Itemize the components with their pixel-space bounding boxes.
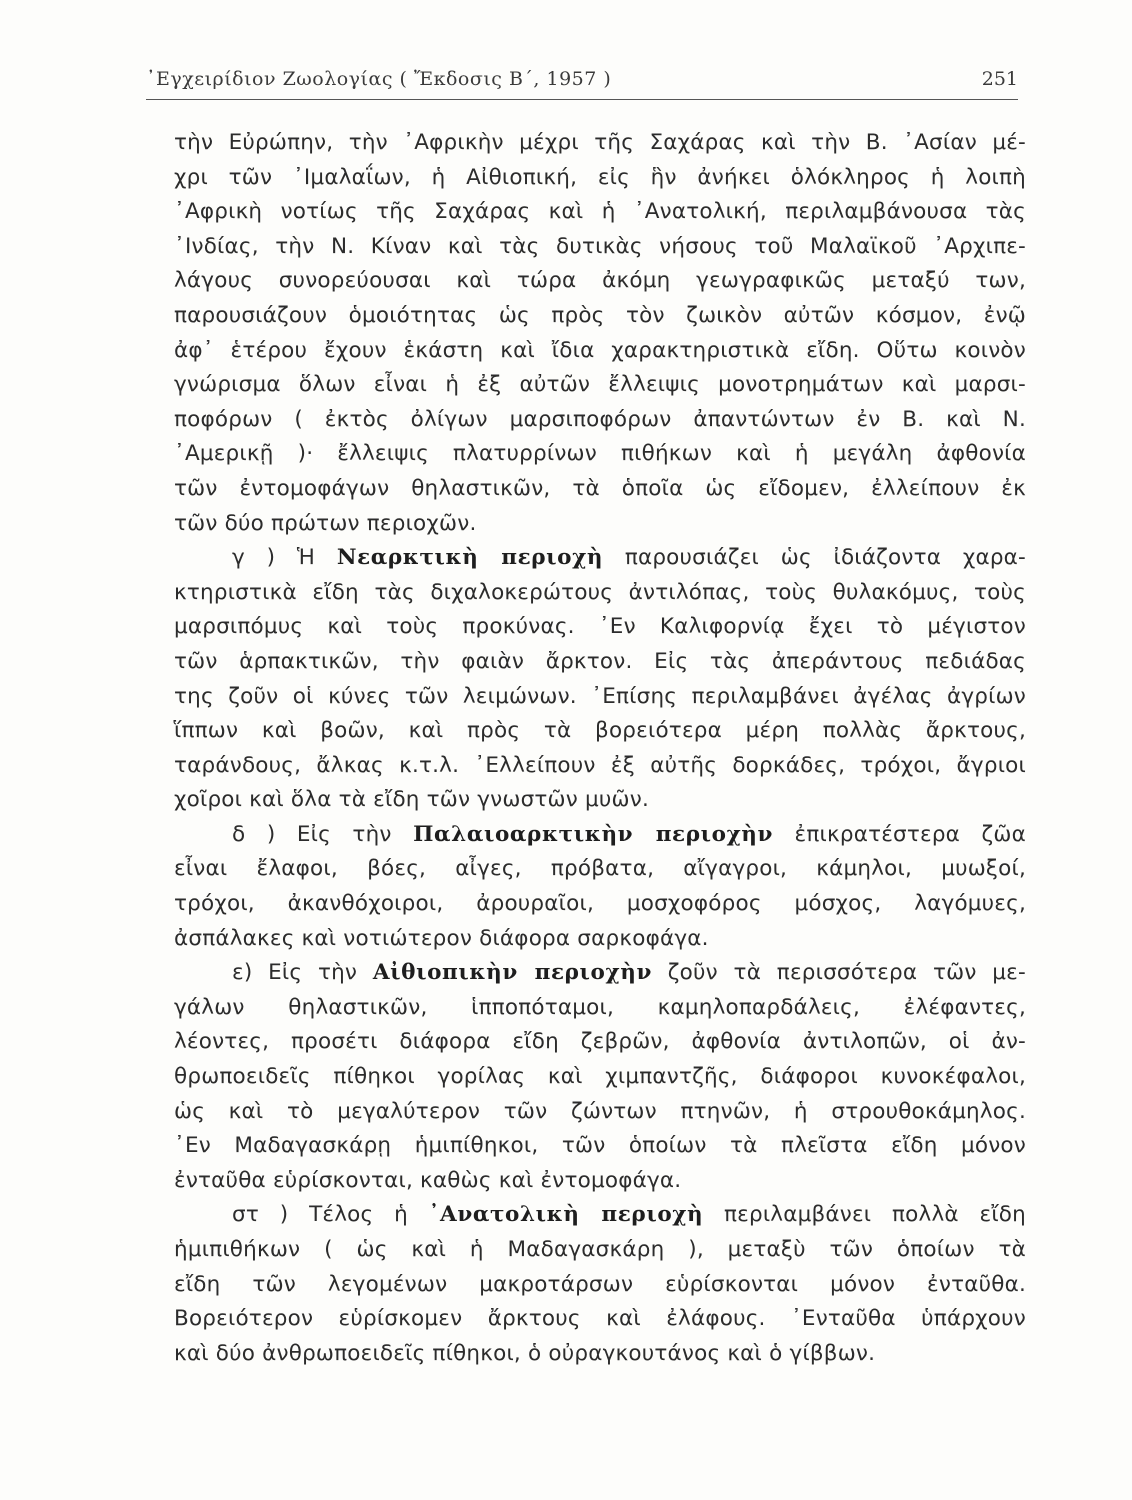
text-line: τῶν ἐντομοφάγων θηλαστικῶν, τὰ ὁποῖα ὡς εἴδομεν, ἐλλείπουν ἐκ xyxy=(174,475,1026,501)
section-heading-rest: ζοῦν τὰ περισσότερα τῶν με- xyxy=(667,960,1026,986)
text-line: ἀφ᾿ ἑτέρου ἔχουν ἑκάστη καὶ ἴδια χαρακτηριστικὰ εἴδη. Οὕτω κοινὸν xyxy=(174,337,1026,363)
section-oriental xyxy=(174,1198,1026,1371)
text-line: ἡμιπιθήκων ( ὡς καὶ ἡ Μαδαγασκάρη ), μεταξὺ τῶν ὁποίων τὰ xyxy=(174,1237,1026,1262)
running-header-title: ᾿Εγχειρίδιον Ζωολογίας ( Ἔκδοσις Β΄, 1957 ) xyxy=(146,68,612,90)
section-heading-line xyxy=(174,1198,1026,1233)
text-line: χρι τῶν ᾿Ιμαλαΐων, ἡ Αἰθιοπική, εἰς ἣν ἀνήκει ὁλόκληρος ἡ λοιπὴ xyxy=(174,164,1026,190)
text-line: λέοντες, προσέτι διάφορα εἴδη ζεβρῶν, ἀφθονία ἀντιλοπῶν, οἱ ἀν- xyxy=(174,1029,1026,1055)
page-number: 251 xyxy=(981,68,1018,90)
text-line: μαρσιπόμυς καὶ τοὺς προκύνας. ᾿Εν Καλιφορνίᾳ ἔχει τὸ μέγιστον xyxy=(174,614,1026,640)
text-line: παρουσιάζουν ὁμοιότητας ὡς πρὸς τὸν ζωικὸν αὐτῶν κόσμον, ἐνῷ xyxy=(174,302,1026,328)
text-line: καὶ δύο ἀνθρωποειδεῖς πίθηκοι, ὁ οὐραγκουτάνος καὶ ὁ γίββων. xyxy=(174,1340,876,1366)
text-line: κτηριστικὰ εἴδη τὰς διχαλοκερώτους ἀντιλόπας, τοὺς θυλακόμυς, τοὺς xyxy=(174,579,1026,605)
text-line: ἀσπάλακες καὶ νοτιώτερον διάφορα σαρκοφάγα. xyxy=(174,925,709,951)
body-text xyxy=(174,126,1026,1371)
text-line: ἐνταῦθα εὑρίσκονται, καθὼς καὶ ἐντομοφάγα. xyxy=(174,1167,682,1193)
text-line: ᾿Αμερικῇ )· ἔλλειψις πλατυρρίνων πιθήκων καὶ ἡ μεγάλη ἀφθονία xyxy=(174,441,1026,467)
text-line: τῶν δύο πρώτων περιοχῶν. xyxy=(174,510,477,536)
text-line: χοῖροι καὶ ὅλα τὰ εἴδη τῶν γνωστῶν μυῶν. xyxy=(174,787,649,813)
text-line: λάγους συνορεύουσαι καὶ τώρα ἀκόμη γεωγραφικῶς μεταξύ των, xyxy=(174,268,1026,294)
section-heading-line xyxy=(174,541,1026,576)
paragraph-intro xyxy=(174,126,1026,541)
text-line: Βορειότερον εὑρίσκομεν ἄρκτους καὶ ἐλάφους. ᾿Ενταῦθα ὑπάρχουν xyxy=(174,1306,1026,1332)
section-heading-rest: ἐπικρατέστερα ζῶα xyxy=(794,821,1026,847)
section-prefix: δ ) Εἰς τὴν xyxy=(232,821,392,847)
section-palearctic xyxy=(174,818,1026,956)
text-line: ᾿Αφρικὴ νοτίως τῆς Σαχάρας καὶ ἡ ᾿Ανατολική, περιλαμβάνουσα τὰς xyxy=(174,199,1026,225)
section-heading-line xyxy=(174,818,1026,853)
text-line: τῶν ἁρπακτικῶν, τὴν φαιὰν ἄρκτον. Εἰς τὰς ἀπεράντους πεδιάδας xyxy=(174,648,1026,674)
text-line: της ζοῦν οἱ κύνες τῶν λειμώνων. ᾿Επίσης περιλαμβάνει ἀγέλας ἀγρίων xyxy=(174,683,1026,709)
section-heading-rest: περιλαμβάνει πολλὰ εἴδη xyxy=(724,1202,1026,1228)
section-ethiopian xyxy=(174,956,1026,1198)
region-name-nearctic: Νεαρκτικὴ περιοχὴ xyxy=(336,545,604,571)
text-line: εἶναι ἔλαφοι, βόες, αἶγες, πρόβατα, αἴγαγροι, κάμηλοι, μυωξοί, xyxy=(174,856,1026,882)
running-header xyxy=(146,64,1018,98)
text-line: γάλων θηλαστικῶν, ἱπποπόταμοι, καμηλοπαρδάλεις, ἐλέφαντες, xyxy=(174,994,1026,1020)
text-line: τὴν Εὐρώπην, τὴν ᾿Αφρικὴν μέχρι τῆς Σαχάρας καὶ τὴν Β. ᾿Ασίαν μέ- xyxy=(174,130,1026,155)
text-line: τρόχοι, ἀκανθόχοιροι, ἀρουραῖοι, μοσχοφόρος μόσχος, λαγόμυες, xyxy=(174,891,1026,917)
text-line: ᾿Ινδίας, τὴν Ν. Κίναν καὶ τὰς δυτικὰς νήσους τοῦ Μαλαϊκοῦ ᾿Αρχιπε- xyxy=(174,233,1026,259)
text-line: ποφόρων ( ἐκτὸς ὀλίγων μαρσιποφόρων ἀπαντώντων ἐν Β. καὶ Ν. xyxy=(174,406,1026,432)
text-line: γνώρισμα ὅλων εἶναι ἡ ἐξ αὐτῶν ἔλλειψις μονοτρημάτων καὶ μαρσι- xyxy=(174,372,1026,398)
text-line: ᾿Εν Μαδαγασκάρῃ ἡμιπίθηκοι, τῶν ὁποίων τὰ πλεῖστα εἴδη μόνον xyxy=(174,1133,1026,1159)
text-line: ταράνδους, ἄλκας κ.τ.λ. ᾿Ελλείπουν ἐξ αὐτῆς δορκάδες, τρόχοι, ἄγριοι xyxy=(174,752,1026,778)
region-name-oriental: ᾿Ανατολικὴ περιοχὴ xyxy=(428,1202,704,1228)
section-heading-rest: παρουσιάζει ὡς ἰδιάζοντα χαρα- xyxy=(624,545,1026,571)
section-prefix: γ ) Ἡ xyxy=(232,545,316,571)
text-line: θρωποειδεῖς πίθηκοι γορίλας καὶ χιμπαντζῆς, διάφοροι κυνοκέφαλοι, xyxy=(174,1064,1026,1090)
header-rule xyxy=(146,99,1018,100)
section-nearctic xyxy=(174,541,1026,818)
text-line: ὡς καὶ τὸ μεγαλύτερον τῶν ζώντων πτηνῶν, ἡ στρουθοκάμηλος. xyxy=(174,1098,1026,1124)
text-line: ἵππων καὶ βοῶν, καὶ πρὸς τὰ βορειότερα μέρη πολλὰς ἄρκτους, xyxy=(174,718,1026,744)
section-prefix: στ ) Τέλος ἡ xyxy=(232,1202,408,1228)
section-prefix: ε) Εἰς τὴν xyxy=(232,960,358,986)
region-name-palearctic: Παλαιοαρκτικὴν περιοχὴν xyxy=(413,821,774,847)
text-line: εἴδη τῶν λεγομένων μακροτάρσων εὑρίσκονται μόνον ἐνταῦθα. xyxy=(174,1271,1026,1297)
region-name-ethiopian: Αἰθιοπικὴν περιοχὴν xyxy=(372,960,652,986)
section-heading-line xyxy=(174,956,1026,991)
